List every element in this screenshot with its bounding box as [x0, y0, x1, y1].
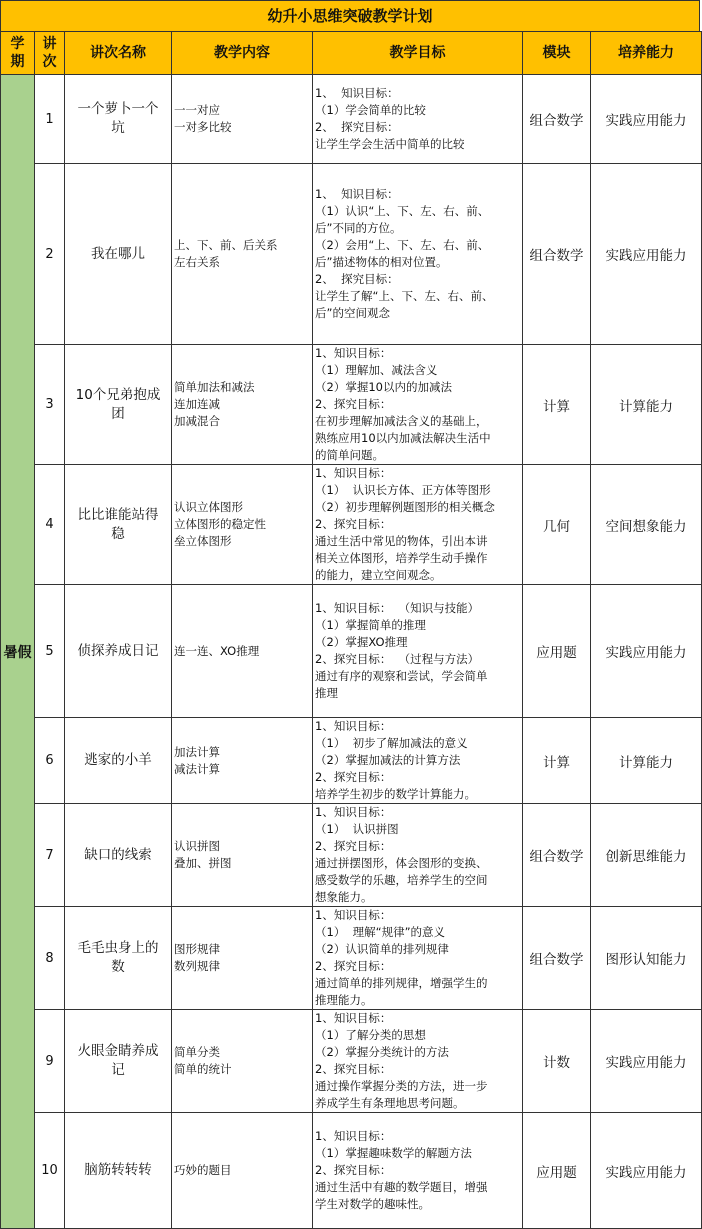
lesson-content	[172, 1010, 313, 1113]
cell-line: 左右关系	[174, 255, 220, 269]
header-goal: 教学目标	[313, 32, 523, 75]
cell-line: 相关立体图形，培养学生动手操作	[315, 551, 488, 565]
cell-line: 后”描述物体的相对位置。	[315, 255, 448, 269]
lesson-ability: 实践应用能力	[591, 1010, 702, 1113]
cell-line: 1、知识目标：	[315, 1129, 392, 1143]
cell-line: 比比谁能站得	[77, 506, 159, 523]
cell-line: 加法计算	[174, 744, 220, 759]
cell-line: 通过操作掌握分类的方法，进一步	[315, 1079, 488, 1093]
cell-line: 学生对数学的趣味性。	[315, 1197, 430, 1211]
cell-line: 逃家的小羊	[84, 752, 152, 768]
cell-line: 缺口的线索	[84, 846, 152, 863]
page-title: 幼升小思维突破教学计划	[0, 0, 700, 32]
lesson-module: 计算	[523, 718, 591, 804]
cell-line: 2、探究目标：	[315, 770, 392, 784]
cell-line: 2、探究目标： （过程与方法）	[315, 652, 480, 666]
lesson-name	[65, 465, 172, 585]
cell-line: 毛毛虫身上的	[77, 940, 159, 956]
lesson-module: 应用题	[523, 585, 591, 718]
lesson-ability: 实践应用能力	[591, 1113, 702, 1229]
lesson-name	[65, 1113, 172, 1229]
lesson-ability: 实践应用能力	[591, 585, 702, 718]
lesson-ability: 计算能力	[591, 345, 702, 465]
cell-line: 2、探究目标：	[315, 839, 392, 853]
table-row	[1, 804, 702, 907]
cell-line: 通过简单的排列规律，增强学生的	[315, 976, 488, 990]
cell-line: 在初步理解加减法含义的基础上，	[315, 414, 488, 428]
plan-table	[0, 31, 702, 1229]
cell-line: 推理能力。	[315, 993, 373, 1007]
lesson-goals	[313, 585, 523, 718]
cell-line: 10个兄弟抱成	[75, 386, 161, 403]
header-row	[1, 32, 702, 75]
cell-line: 巧妙的题目	[174, 1163, 232, 1177]
cell-line: 后”的空间观念	[315, 306, 390, 320]
lesson-content	[172, 465, 313, 585]
cell-line: 通过有序的观察和尝试，学会简单	[315, 669, 488, 683]
cell-line: 2、探究目标：	[315, 1163, 392, 1177]
cell-line: 通过拼摆图形，体会图形的变换、	[315, 856, 488, 870]
lesson-content	[172, 907, 313, 1010]
cell-line: （2）掌握分类统计的方法	[315, 1045, 449, 1059]
lesson-content	[172, 75, 313, 164]
lesson-goals	[313, 345, 523, 465]
lesson-ability: 实践应用能力	[591, 75, 702, 164]
cell-line: 简单分类	[174, 1045, 220, 1059]
cell-line: （1）掌握趣味数学的解题方法	[315, 1146, 472, 1160]
lesson-number: 9	[35, 1010, 65, 1113]
header-name: 讲次名称	[65, 32, 172, 75]
cell-line: （2）会用“上、下、左、右、前、	[315, 238, 490, 252]
lesson-goals	[313, 804, 523, 907]
lesson-goals	[313, 1010, 523, 1113]
lesson-ability: 空间想象能力	[591, 465, 702, 585]
lesson-number: 2	[35, 164, 65, 345]
cell-line: 2、探究目标：	[315, 1062, 392, 1076]
header-ability: 培养能力	[591, 32, 702, 75]
lesson-goals	[313, 907, 523, 1010]
lesson-number: 8	[35, 907, 65, 1010]
cell-line: 一个萝卜一个	[77, 101, 159, 117]
lesson-content	[172, 345, 313, 465]
cell-line: 一对多比较	[174, 120, 232, 134]
table-row	[1, 345, 702, 465]
cell-line: 数	[111, 959, 125, 975]
cell-line: 认识拼图	[174, 839, 220, 853]
lesson-content	[172, 585, 313, 718]
lesson-ability: 创新思维能力	[591, 804, 702, 907]
cell-line: 2、探究目标：	[315, 959, 392, 973]
cell-line: 稳	[111, 525, 125, 542]
cell-line: （1） 初步了解加减法的意义	[315, 736, 468, 750]
cell-line: 垒立体图形	[174, 534, 232, 548]
lesson-goals	[313, 718, 523, 804]
cell-line: 火眼金睛养成	[77, 1043, 159, 1059]
lesson-content	[172, 718, 313, 804]
lesson-module: 几何	[523, 465, 591, 585]
cell-line: （1）了解分类的思想	[315, 1028, 426, 1042]
cell-line: 推理	[315, 686, 338, 700]
cell-line: 的简单问题。	[315, 448, 384, 462]
cell-line: 1、知识目标：	[315, 908, 392, 922]
cell-line: 我在哪儿	[91, 245, 145, 262]
cell-line: 养成学生有条理地思考问题。	[315, 1096, 465, 1110]
cell-line: （2）初步理解例题图形的相关概念	[315, 500, 495, 514]
lesson-goals	[313, 465, 523, 585]
table-row	[1, 465, 702, 585]
term-cell: 暑假	[1, 75, 35, 1229]
lesson-module: 组合数学	[523, 164, 591, 345]
cell-line: 的能力，建立空间观念。	[315, 568, 442, 582]
cell-line: 1、 知识目标：	[315, 86, 399, 100]
cell-line: 侦探养成日记	[77, 642, 159, 659]
cell-line: （1） 认识长方体、正方体等图形	[315, 483, 491, 497]
lesson-name	[65, 718, 172, 804]
lesson-number: 7	[35, 804, 65, 907]
header-module: 模块	[523, 32, 591, 75]
cell-line: 1、知识目标：	[315, 346, 392, 360]
cell-line: 1、 知识目标：	[315, 187, 399, 201]
cell-line: （1）认识“上、下、左、右、前、	[315, 204, 490, 218]
lesson-module: 计算	[523, 345, 591, 465]
cell-line: （2）认识简单的排列规律	[315, 942, 449, 956]
header-term: 学 期	[1, 32, 35, 75]
lesson-module: 组合数学	[523, 804, 591, 907]
lesson-content	[172, 1113, 313, 1229]
lesson-name	[65, 585, 172, 718]
cell-line: （1） 认识拼图	[315, 822, 399, 836]
cell-line: 叠加、拼图	[174, 856, 232, 870]
cell-line: （1）掌握简单的推理	[315, 618, 426, 632]
cell-line: （1）学会简单的比较	[315, 103, 426, 117]
cell-line: 2、探究目标：	[315, 397, 392, 411]
cell-line: 坑	[111, 120, 125, 136]
cell-line: 让学生学会生活中简单的比较	[315, 137, 465, 151]
cell-line: 2、 探究目标：	[315, 272, 399, 286]
cell-line: 2、 探究目标：	[315, 120, 399, 134]
cell-line: 图形规律	[174, 942, 220, 956]
cell-line: 1、知识目标：	[315, 466, 392, 480]
header-lesson: 讲 次	[35, 32, 65, 75]
cell-line: 培养学生初步的数学计算能力。	[315, 787, 476, 801]
table-row	[1, 75, 702, 164]
lesson-goals	[313, 75, 523, 164]
lesson-goals	[313, 1113, 523, 1229]
cell-line: 简单的统计	[174, 1062, 232, 1076]
cell-line: 1、知识目标：	[315, 1011, 392, 1025]
table-row	[1, 1010, 702, 1113]
cell-line: 连一连、XO推理	[174, 643, 260, 658]
lesson-ability: 计算能力	[591, 718, 702, 804]
cell-line: 上、下、前、后关系	[174, 238, 278, 252]
cell-line: 2、探究目标：	[315, 517, 392, 531]
cell-line: （1）理解加、减法含义	[315, 363, 438, 377]
table-row	[1, 585, 702, 718]
lesson-module: 计数	[523, 1010, 591, 1113]
lesson-name	[65, 1010, 172, 1113]
cell-line: 熟练应用10以内加减法解决生活中	[315, 431, 491, 445]
lesson-name	[65, 164, 172, 345]
table-row	[1, 1113, 702, 1229]
cell-line: （2）掌握10以内的加减法	[315, 380, 452, 394]
lesson-ability: 图形认知能力	[591, 907, 702, 1010]
table-row	[1, 718, 702, 804]
cell-line: 通过生活中有趣的数学题目，增强	[315, 1180, 488, 1194]
lesson-number: 1	[35, 75, 65, 164]
lesson-number: 4	[35, 465, 65, 585]
cell-line: 减法计算	[174, 761, 220, 776]
table-row	[1, 907, 702, 1010]
cell-line: 团	[111, 405, 125, 422]
lesson-number: 10	[35, 1113, 65, 1229]
cell-line: 1、知识目标：	[315, 805, 392, 819]
cell-line: （2）掌握XO推理	[315, 635, 408, 649]
lesson-module: 组合数学	[523, 907, 591, 1010]
cell-line: 连加连减	[174, 397, 220, 411]
lesson-content	[172, 804, 313, 907]
cell-line: 1、知识目标：	[315, 719, 392, 733]
lesson-name	[65, 75, 172, 164]
cell-line: 让学生了解“上、下、左、右、前、	[315, 289, 494, 303]
cell-line: 1、知识目标： （知识与技能）	[315, 601, 480, 615]
lesson-module: 应用题	[523, 1113, 591, 1229]
cell-line: 记	[111, 1062, 125, 1078]
table-row	[1, 164, 702, 345]
lesson-goals	[313, 164, 523, 345]
cell-line: 一一对应	[174, 103, 220, 117]
cell-line: 认识立体图形	[174, 500, 243, 514]
cell-line: 脑筋转转转	[84, 1162, 152, 1178]
cell-line: （1） 理解“规律”的意义	[315, 925, 446, 939]
cell-line: 后”不同的方位。	[315, 221, 402, 235]
lesson-module: 组合数学	[523, 75, 591, 164]
lesson-content	[172, 164, 313, 345]
cell-line: （2）掌握加减法的计算方法	[315, 753, 461, 767]
cell-line: 数列规律	[174, 959, 220, 973]
cell-line: 感受数学的乐趣，培养学生的空间	[315, 873, 488, 887]
header-content: 教学内容	[172, 32, 313, 75]
lesson-name	[65, 804, 172, 907]
lesson-ability: 实践应用能力	[591, 164, 702, 345]
cell-line: 想象能力。	[315, 890, 373, 904]
lesson-number: 3	[35, 345, 65, 465]
cell-line: 简单加法和减法	[174, 380, 255, 394]
lesson-number: 5	[35, 585, 65, 718]
lesson-name	[65, 907, 172, 1010]
cell-line: 通过生活中常见的物体，引出本讲	[315, 534, 488, 548]
cell-line: 加减混合	[174, 414, 220, 428]
lesson-name	[65, 345, 172, 465]
lesson-number: 6	[35, 718, 65, 804]
cell-line: 立体图形的稳定性	[174, 517, 266, 531]
